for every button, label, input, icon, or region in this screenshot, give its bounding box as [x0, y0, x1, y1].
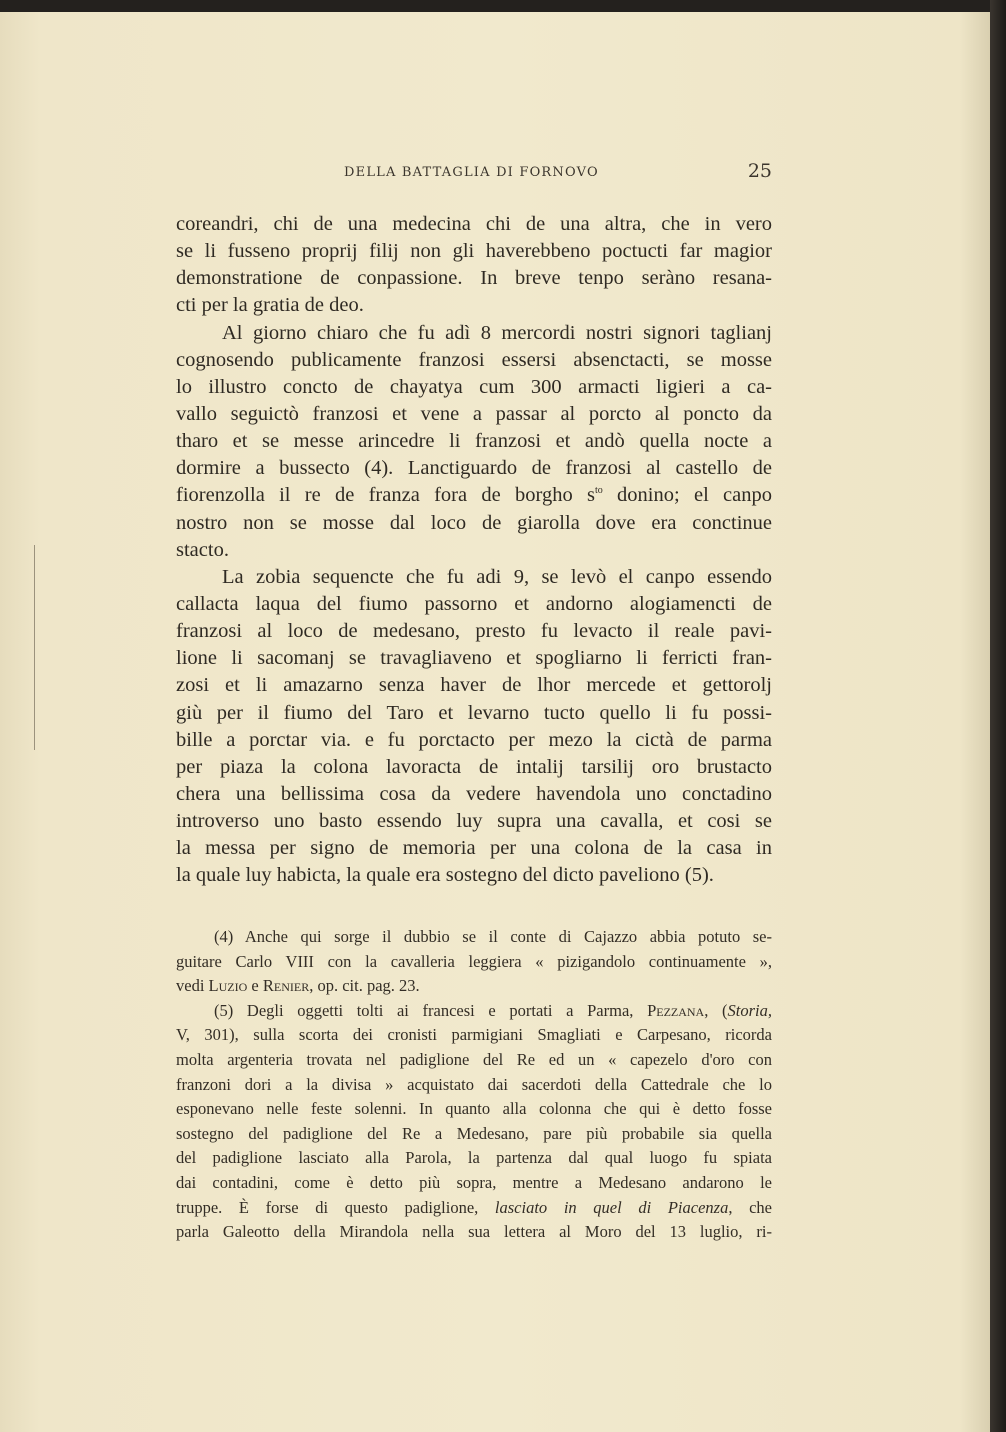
scan-right-edge: [990, 0, 1006, 1432]
text-run: callacta laqua del fiumo passorno et andorno alogiamencti de: [176, 592, 772, 615]
footnote-line: [176, 1048, 772, 1073]
text-line: [176, 564, 772, 591]
text-line: [176, 808, 772, 835]
text-run: cognosendo publicamente franzosi essersi absenctacti, se mosse: [176, 348, 772, 371]
text-line: [176, 618, 772, 645]
text-run: chera una bellissima cosa da vedere havendola uno conctadino: [176, 782, 772, 805]
text-run: (4) Anche qui sorge il dubbio se il conte di Cajazzo abbia potuto se-: [214, 927, 772, 946]
footnote-line: [176, 1122, 772, 1147]
text-line: [176, 510, 772, 537]
text-line: [176, 835, 772, 862]
text-line: [176, 211, 772, 238]
text-run: coreandri, chi de una medecina chi de una altra, che in vero: [176, 213, 772, 235]
footnote-line: [176, 999, 772, 1024]
text-run: bille a porctar via. e fu porctacto per mezo la cictà de parma: [176, 728, 772, 751]
text-line: [176, 754, 772, 781]
footnote-line: [176, 1171, 772, 1196]
text-run: zosi et li amazarno senza haver de lhor mercede et gettorolj: [176, 674, 772, 697]
main-text: [176, 211, 772, 890]
footnote-line: [176, 1220, 772, 1245]
author-name: Luzio: [208, 976, 248, 996]
text-line: [176, 238, 772, 265]
text-run: nostro non se mosse dal loco de giarolla dove era conctinue: [176, 511, 772, 534]
text-run: e: [247, 976, 263, 996]
footnote-line: [176, 1146, 772, 1171]
text-run: franzosi al loco de medesano, presto fu levacto il reale pavi-: [176, 620, 772, 643]
text-run: lo illustro concto de chayatya cum 300 armacti ligieri a ca-: [176, 375, 772, 398]
text-line: [176, 672, 772, 699]
footnote-line: [176, 925, 772, 950]
text-run: , che: [728, 1197, 772, 1217]
footnote-line: [176, 1097, 772, 1122]
text-run: la quale luy habicta, la quale era sostegno del dicto paveliono (5).: [176, 864, 714, 887]
page-header: [176, 160, 772, 186]
text-run: demonstratione de conpassione. In breve tenpo seràno resana-: [176, 267, 772, 290]
text-run: la messa per signo de memoria per una colona de la casa in: [176, 837, 772, 860]
italic-text: lasciato in quel di Piacenza: [494, 1197, 729, 1217]
text-run: vallo seguictò franzosi et vene a passar al porcto al poncto da: [176, 402, 772, 425]
text-run: molta argenteria trovata nel padiglione del Re ed un « capezelo d'oro con: [176, 1049, 772, 1069]
text-line: [176, 781, 772, 808]
text-line: [176, 645, 772, 672]
text-run: guitare Carlo VIII con la cavalleria leggiera « pizigandolo continuamente »,: [176, 951, 772, 971]
text-run: fiorenzolla il re de franza fora de borgho s: [176, 484, 595, 507]
text-run: La zobia sequencte che fu adi 9, se levò el canpo essendo: [222, 565, 772, 588]
text-line: [176, 700, 772, 727]
text-run: introverso uno basto essendo luy supra una cavalla, et cosi se: [176, 810, 772, 833]
text-line: [176, 401, 772, 428]
footnote-line: [176, 1023, 772, 1048]
footnote-line: [176, 1073, 772, 1098]
text-line: [176, 374, 772, 401]
text-run: Al giorno chiaro che fu adì 8 mercordi nostri signori taglianj: [222, 321, 772, 344]
text-run: vedi: [176, 976, 209, 996]
footnotes: [176, 925, 772, 1245]
footnote-line: [176, 950, 772, 975]
margin-mark: [34, 545, 35, 750]
text-line: [176, 591, 772, 618]
page-number: 25: [747, 160, 772, 182]
text-run: (5) Degli oggetti tolti ai francesi e portati a Parma,: [214, 1000, 648, 1020]
footnote-line: [176, 1196, 772, 1221]
text-run: tharo et se messe arincedre li franzosi et andò quella nocte a: [176, 430, 772, 453]
text-run: truppe. È forse di questo padiglione,: [176, 1197, 495, 1217]
author-name: Pezzana: [647, 1000, 705, 1020]
text-run: , (: [704, 1000, 728, 1020]
text-run: se li fusseno proprij filij non gli haverebbeno poctucti far magior: [176, 240, 772, 263]
italic-text: Storia,: [727, 1000, 772, 1020]
text-run: per piaza la colona lavoracta de intalij tarsilij oro brustacto: [176, 755, 772, 778]
text-line: [176, 537, 772, 564]
scan-top-edge: [0, 0, 1006, 12]
text-line: [176, 320, 772, 347]
text-run: esponevano nelle feste solenni. In quanto alla colonna che qui è detto fosse: [176, 1099, 772, 1119]
text-run: giù per il fiumo del Taro et levarno tucto quello li fu possi-: [176, 701, 772, 724]
text-run: donino; el canpo: [602, 484, 773, 507]
text-line: [176, 265, 772, 292]
text-line: [176, 862, 772, 889]
text-run: dai contadini, come è detto più sopra, mentre a Medesano andarono le: [176, 1172, 772, 1192]
text-line: [176, 347, 772, 374]
running-title: DELLA BATTAGLIA DI FORNOVO: [344, 165, 599, 180]
text-run: lione li sacomanj se travagliaveno et spogliarno li ferricti fran-: [176, 647, 772, 670]
text-run: stacto.: [176, 538, 229, 561]
footnote-line: [176, 974, 772, 999]
text-run: dormire a bussecto (4). Lanctiguardo de franzosi al castello de: [176, 457, 772, 480]
text-line: [176, 428, 772, 455]
text-run: V, 301), sulla scorta dei cronisti parmigiani Smagliati e Carpesano, ricorda: [176, 1025, 772, 1045]
text-run: parla Galeotto della Mirandola nella sua lettera al Moro del 13 luglio, ri-: [176, 1222, 772, 1242]
text-line: [176, 292, 772, 319]
text-run: del padiglione lasciato alla Parola, la partenza dal qual luogo fu spiata: [176, 1148, 772, 1168]
text-line: [176, 455, 772, 482]
text-line: [176, 482, 772, 509]
text-line: [176, 727, 772, 754]
text-run: franzoni dori a la divisa » acquistato dai sacerdoti della Cattedrale che lo: [176, 1074, 772, 1094]
text-run: sostegno del padiglione del Re a Medesano, pare più probabile sia quella: [176, 1123, 772, 1143]
author-name: Renier: [262, 976, 310, 996]
superscript: to: [594, 485, 603, 497]
text-run: cti per la gratia de deo.: [176, 294, 364, 317]
text-run: , op. cit. pag. 23.: [309, 976, 420, 996]
